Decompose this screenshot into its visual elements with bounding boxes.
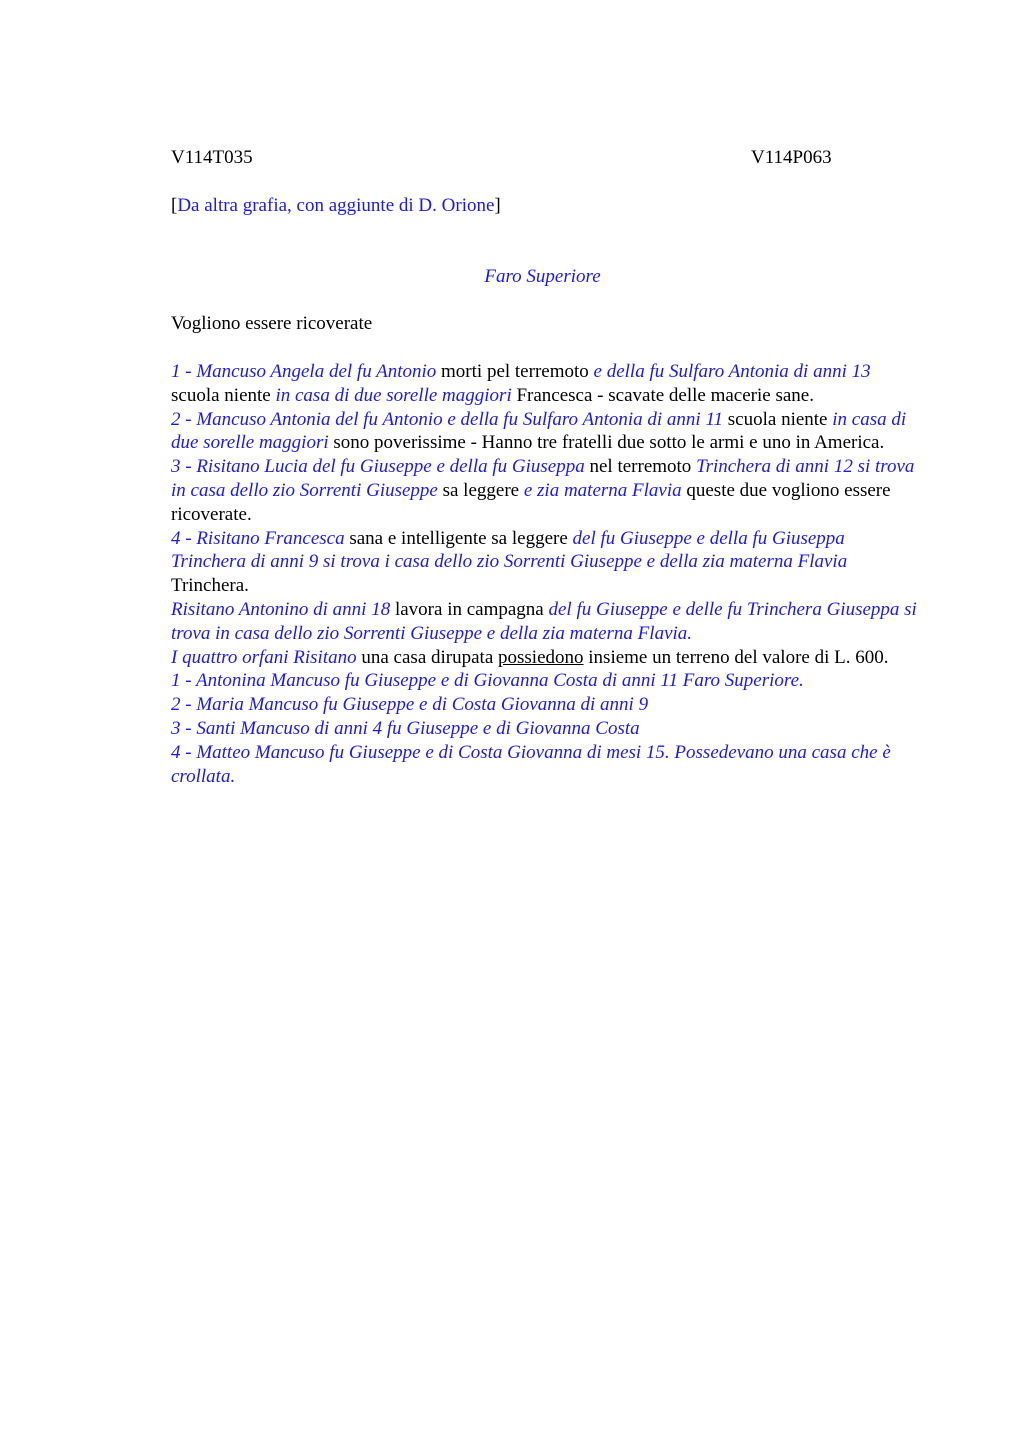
entry-6-annotation: I quattro orfani Risitano	[171, 646, 357, 668]
entry-2-annotation: in casa di due sorelle maggiori	[171, 408, 907, 454]
entry-5-text: lavora in campagna	[390, 598, 549, 620]
note-bracket-open: [	[171, 195, 178, 216]
entry-3	[171, 455, 919, 526]
note-text: Da altra grafia, con aggiunte di D. Orione	[177, 195, 495, 216]
document-code-right: V114P063	[751, 147, 832, 168]
intro-text: Vogliono essere ricoverate	[171, 313, 373, 334]
entry-4-text: Trinchera.	[171, 575, 249, 597]
entry-3-annotation: Trinchera di anni 12 si trova in casa dello zio Sorrenti Giuseppe	[171, 456, 915, 501]
entry-2	[171, 408, 919, 456]
entry-10: 4 - Matteo Mancuso fu Giuseppe e di Costa Giovanna di mesi 15. Possedevano una casa che è crollata.	[171, 741, 891, 787]
entry-3-text: nel terremoto	[584, 456, 697, 478]
entry-3-text: sa leggere	[437, 479, 524, 501]
entry-6-text: insieme un terreno del valore di L. 600.	[583, 646, 889, 668]
document-code-left: V114T035	[171, 147, 253, 168]
entry-1-text: scuola niente	[171, 384, 276, 406]
entry-1-annotation: in casa di due sorelle maggiori	[275, 384, 512, 406]
entry-4-annotation: 4 - Risitano Francesca	[171, 527, 345, 549]
entry-5-annotation: Risitano Antonino di anni 18	[171, 598, 391, 620]
entry-3-text: queste due vogliono essere ricoverate.	[171, 479, 891, 525]
entry-5	[171, 598, 919, 646]
editorial-note	[171, 195, 501, 217]
entry-7: 1 - Antonina Mancuso fu Giuseppe e di Giovanna Costa di anni 11 Faro Superiore.	[171, 670, 804, 692]
entry-1-annotation: 1 - Mancuso Angela del fu Antonio	[171, 361, 437, 382]
entry-2-text: sono poverissime - Hanno tre fratelli due sotto le armi e uno in America.	[328, 432, 885, 454]
entry-1-text: morti pel terremoto	[436, 361, 594, 382]
document-body	[171, 360, 919, 788]
entry-6	[171, 646, 919, 670]
entry-4	[171, 527, 919, 598]
entry-9: 3 - Santi Mancuso di anni 4 fu Giuseppe e di Giovanna Costa	[171, 717, 640, 739]
entry-5-annotation: del fu Giuseppe e delle fu Trinchera Giuseppa si trova in casa dello zio Sorrenti Giuseppe e della zia materna Flavia.	[171, 598, 917, 644]
page-title: Faro Superiore	[484, 266, 601, 287]
entry-8: 2 - Maria Mancuso fu Giuseppe e di Costa Giovanna di anni 9	[171, 694, 649, 716]
entry-2-text: scuola niente	[723, 408, 833, 430]
entry-6-text: una casa dirupata	[356, 646, 499, 668]
entry-3-annotation: 3 - Risitano Lucia del fu Giuseppe e della fu Giuseppa	[171, 456, 585, 478]
entry-1	[171, 360, 919, 408]
entry-4-text: sana e intelligente sa leggere	[344, 527, 573, 549]
entry-6-underlined-word: possiedono	[498, 646, 584, 668]
entry-2-annotation: 2 - Mancuso Antonia del fu Antonio e della fu Sulfaro Antonia di anni 11	[171, 408, 724, 430]
entry-4-annotation: del fu Giuseppe e della fu Giuseppa Trinchera di anni 9 si trova i casa dello zio Sorrenti Giuseppe e della zia materna Flavia	[171, 527, 848, 573]
entry-3-annotation: e zia materna Flavia	[523, 479, 682, 501]
note-bracket-close: ]	[494, 195, 501, 216]
entry-1-annotation: e della fu Sulfaro Antonia di anni 13	[593, 361, 871, 382]
entry-1-text: Francesca - scavate delle macerie sane.	[511, 384, 814, 406]
